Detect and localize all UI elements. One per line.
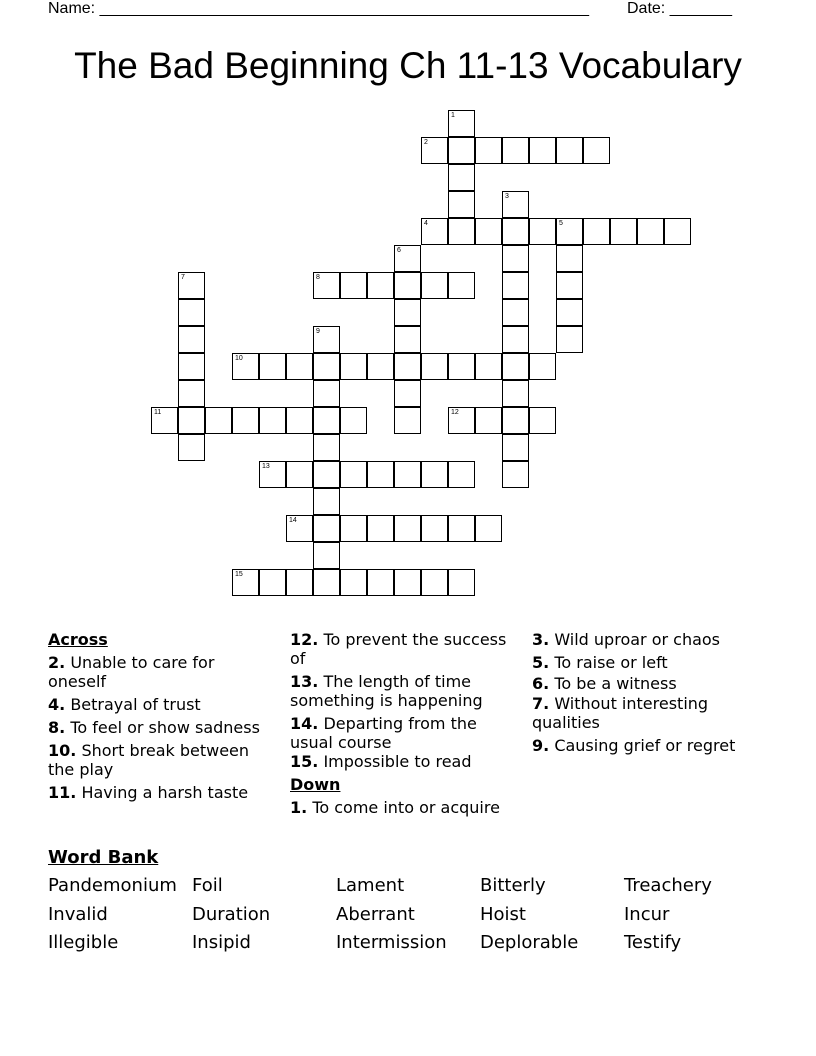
crossword-cell[interactable] (610, 218, 637, 245)
crossword-cell[interactable] (664, 218, 691, 245)
crossword-cell[interactable] (178, 272, 205, 299)
word-bank-word: Duration (192, 904, 271, 925)
crossword-cell[interactable] (448, 191, 475, 218)
crossword-cell[interactable] (394, 569, 421, 596)
across-heading: Across (48, 630, 108, 649)
crossword-cell[interactable] (529, 137, 556, 164)
crossword-cell[interactable] (178, 353, 205, 380)
crossword-cell[interactable] (286, 569, 313, 596)
cell-number: 2 (424, 139, 428, 146)
cell-number: 3 (505, 193, 509, 200)
clue-number: 11. (48, 783, 77, 802)
crossword-cell[interactable] (502, 407, 529, 434)
crossword-cell[interactable] (313, 272, 340, 299)
crossword-cell[interactable] (556, 137, 583, 164)
crossword-cell[interactable] (448, 461, 475, 488)
word-bank-word: Pandemonium (48, 875, 177, 896)
clue-number: 15. (290, 752, 319, 771)
crossword-cell[interactable] (556, 272, 583, 299)
crossword-cell[interactable] (475, 407, 502, 434)
crossword-cell[interactable] (313, 542, 340, 569)
down-clue-5 (532, 653, 762, 672)
crossword-cell[interactable] (286, 515, 313, 542)
crossword-cell[interactable] (394, 353, 421, 380)
cell-number: 12 (451, 409, 459, 416)
crossword-cell[interactable] (178, 407, 205, 434)
across-clue-15 (290, 752, 520, 771)
across-clue-10 (48, 741, 273, 779)
cell-number: 9 (316, 328, 320, 335)
crossword-cell[interactable] (556, 299, 583, 326)
crossword-cell[interactable] (502, 299, 529, 326)
crossword-cell[interactable] (502, 353, 529, 380)
crossword-cell[interactable] (340, 569, 367, 596)
crossword-cell[interactable] (475, 353, 502, 380)
crossword-cell[interactable] (448, 164, 475, 191)
clue-text: Causing grief or regret (554, 736, 736, 755)
crossword-cell[interactable] (367, 515, 394, 542)
crossword-cell[interactable] (259, 407, 286, 434)
clue-number: 9. (532, 736, 550, 755)
clue-text: To feel or show sadness (70, 718, 260, 737)
crossword-cell[interactable] (448, 569, 475, 596)
crossword-cell[interactable] (502, 137, 529, 164)
cell-number: 10 (235, 355, 243, 362)
clue-number: 3. (532, 630, 550, 649)
word-bank-word: Testify (624, 932, 682, 953)
down-clue-7 (532, 694, 762, 732)
crossword-cell[interactable] (313, 407, 340, 434)
clue-number: 8. (48, 718, 66, 737)
cell-number: 1 (451, 112, 455, 119)
crossword-cell[interactable] (394, 461, 421, 488)
cell-number: 14 (289, 517, 297, 524)
crossword-cell[interactable] (340, 407, 367, 434)
crossword-cell[interactable] (421, 137, 448, 164)
clue-text: To be a witness (554, 674, 677, 693)
word-bank-word: Bitterly (480, 875, 546, 896)
clue-text: Departing from the usual course (290, 714, 477, 752)
crossword-cell[interactable] (232, 353, 259, 380)
cell-number: 11 (154, 409, 162, 416)
word-bank-word: Foil (192, 875, 223, 896)
down-clue-9 (532, 736, 762, 755)
crossword-cell[interactable] (394, 326, 421, 353)
crossword-cell[interactable] (421, 461, 448, 488)
crossword-cell[interactable] (448, 218, 475, 245)
cell-number: 6 (397, 247, 401, 254)
word-bank-word: Deplorable (480, 932, 579, 953)
crossword-cell[interactable] (286, 407, 313, 434)
crossword-cell[interactable] (313, 434, 340, 461)
cell-number: 4 (424, 220, 428, 227)
crossword-cell[interactable] (475, 218, 502, 245)
word-bank-word: Incur (624, 904, 670, 925)
down-clue-6 (532, 674, 762, 693)
clue-number: 7. (532, 694, 550, 713)
clue-number: 1. (290, 798, 308, 817)
page-title: The Bad Beginning Ch 11-13 Vocabulary (74, 45, 742, 86)
clue-number: 13. (290, 672, 319, 691)
crossword-cell[interactable] (502, 272, 529, 299)
crossword-cell[interactable] (313, 569, 340, 596)
across-clue-12 (290, 630, 520, 668)
crossword-cell[interactable] (340, 515, 367, 542)
clue-text: Wild uproar or chaos (554, 630, 721, 649)
clue-text: Unable to care for oneself (48, 653, 215, 691)
crossword-cell[interactable] (421, 569, 448, 596)
crossword-cell[interactable] (394, 245, 421, 272)
clue-number: 10. (48, 741, 77, 760)
cell-number: 15 (235, 571, 243, 578)
clue-number: 14. (290, 714, 319, 733)
down-heading: Down (290, 775, 341, 794)
crossword-cell[interactable] (259, 569, 286, 596)
crossword-cell[interactable] (178, 380, 205, 407)
crossword-cell[interactable] (313, 515, 340, 542)
cell-number: 7 (181, 274, 185, 281)
crossword-cell[interactable] (259, 461, 286, 488)
clue-number: 4. (48, 695, 66, 714)
crossword-cell[interactable] (313, 326, 340, 353)
crossword-cell[interactable] (367, 569, 394, 596)
word-bank-word: Intermission (336, 932, 447, 953)
crossword-cell[interactable] (475, 137, 502, 164)
clue-text: Impossible to read (323, 752, 472, 771)
crossword-cell[interactable] (502, 461, 529, 488)
crossword-cell[interactable] (394, 299, 421, 326)
crossword-cell[interactable] (178, 326, 205, 353)
crossword-cell[interactable] (556, 218, 583, 245)
crossword-cell[interactable] (448, 272, 475, 299)
crossword-cell[interactable] (394, 380, 421, 407)
crossword-cell[interactable] (448, 137, 475, 164)
across-clue-14 (290, 714, 520, 752)
crossword-cell[interactable] (529, 218, 556, 245)
down-clue-1 (290, 798, 520, 817)
crossword-cell[interactable] (286, 461, 313, 488)
crossword-cell[interactable] (367, 353, 394, 380)
crossword-cell[interactable] (394, 272, 421, 299)
crossword-cell[interactable] (502, 245, 529, 272)
crossword-cell[interactable] (340, 353, 367, 380)
crossword-cell[interactable] (340, 272, 367, 299)
word-bank-word: Aberrant (336, 904, 415, 925)
crossword-cell[interactable] (502, 191, 529, 218)
word-bank-word: Invalid (48, 904, 108, 925)
crossword-cell[interactable] (421, 272, 448, 299)
crossword-cell[interactable] (448, 515, 475, 542)
crossword-cell[interactable] (313, 380, 340, 407)
clue-number: 5. (532, 653, 550, 672)
crossword-cell[interactable] (448, 407, 475, 434)
across-clue-4 (48, 695, 273, 714)
across-clue-8 (48, 718, 273, 737)
cell-number: 13 (262, 463, 270, 470)
crossword-cell[interactable] (259, 353, 286, 380)
crossword-cell[interactable] (448, 353, 475, 380)
crossword-cell[interactable] (556, 326, 583, 353)
clue-text: To raise or left (554, 653, 668, 672)
crossword-cell[interactable] (556, 245, 583, 272)
word-bank-word: Treachery (624, 875, 712, 896)
word-bank-title: Word Bank (48, 847, 159, 868)
cell-number: 5 (559, 220, 563, 227)
crossword-cell[interactable] (421, 353, 448, 380)
crossword-cell[interactable] (448, 110, 475, 137)
down-clue-3 (532, 630, 762, 649)
crossword-cell[interactable] (178, 299, 205, 326)
crossword-cell[interactable] (313, 488, 340, 515)
crossword-cell[interactable] (394, 407, 421, 434)
clue-text: The length of time something is happening (290, 672, 483, 710)
crossword-cell[interactable] (502, 326, 529, 353)
crossword-cell[interactable] (421, 218, 448, 245)
clue-text: Having a harsh taste (81, 783, 249, 802)
word-bank-word: Hoist (480, 904, 526, 925)
clue-number: 2. (48, 653, 66, 672)
clue-text: Short break between the play (48, 741, 250, 779)
clues-column-3 (532, 630, 762, 755)
name-line: Name: _______________________________________________________ (48, 0, 589, 17)
crossword-cell[interactable] (583, 218, 610, 245)
crossword-cell[interactable] (637, 218, 664, 245)
clues-column-2 (290, 630, 520, 817)
crossword-cell[interactable] (151, 407, 178, 434)
clue-number: 12. (290, 630, 319, 649)
crossword-cell[interactable] (502, 380, 529, 407)
crossword-cell[interactable] (529, 407, 556, 434)
word-bank-word: Illegible (48, 932, 119, 953)
crossword-cell[interactable] (286, 353, 313, 380)
word-bank-word: Insipid (192, 932, 251, 953)
word-bank-word: Lament (336, 875, 405, 896)
clue-text: Without interesting qualities (532, 694, 709, 732)
crossword-cell[interactable] (178, 434, 205, 461)
crossword-cell[interactable] (502, 218, 529, 245)
clue-text: Betrayal of trust (70, 695, 201, 714)
crossword-cell[interactable] (367, 461, 394, 488)
crossword-cell[interactable] (313, 461, 340, 488)
crossword-cell[interactable] (367, 272, 394, 299)
crossword-cell[interactable] (340, 461, 367, 488)
crossword-cell[interactable] (502, 434, 529, 461)
crossword-cell[interactable] (205, 407, 232, 434)
crossword-cell[interactable] (313, 353, 340, 380)
crossword-cell[interactable] (232, 569, 259, 596)
crossword-cell[interactable] (475, 515, 502, 542)
across-clue-11 (48, 783, 273, 802)
crossword-cell[interactable] (421, 515, 448, 542)
crossword-cell[interactable] (529, 353, 556, 380)
cell-number: 8 (316, 274, 320, 281)
crossword-cell[interactable] (394, 515, 421, 542)
clue-text: To come into or acquire (312, 798, 500, 817)
date-line: Date: _______ (627, 0, 732, 17)
clues-column-1 (48, 630, 273, 802)
clue-number: 6. (532, 674, 550, 693)
clue-text: To prevent the success of (290, 630, 507, 668)
crossword-cell[interactable] (583, 137, 610, 164)
crossword-cell[interactable] (232, 407, 259, 434)
across-clue-2 (48, 653, 273, 691)
across-clue-13 (290, 672, 520, 710)
